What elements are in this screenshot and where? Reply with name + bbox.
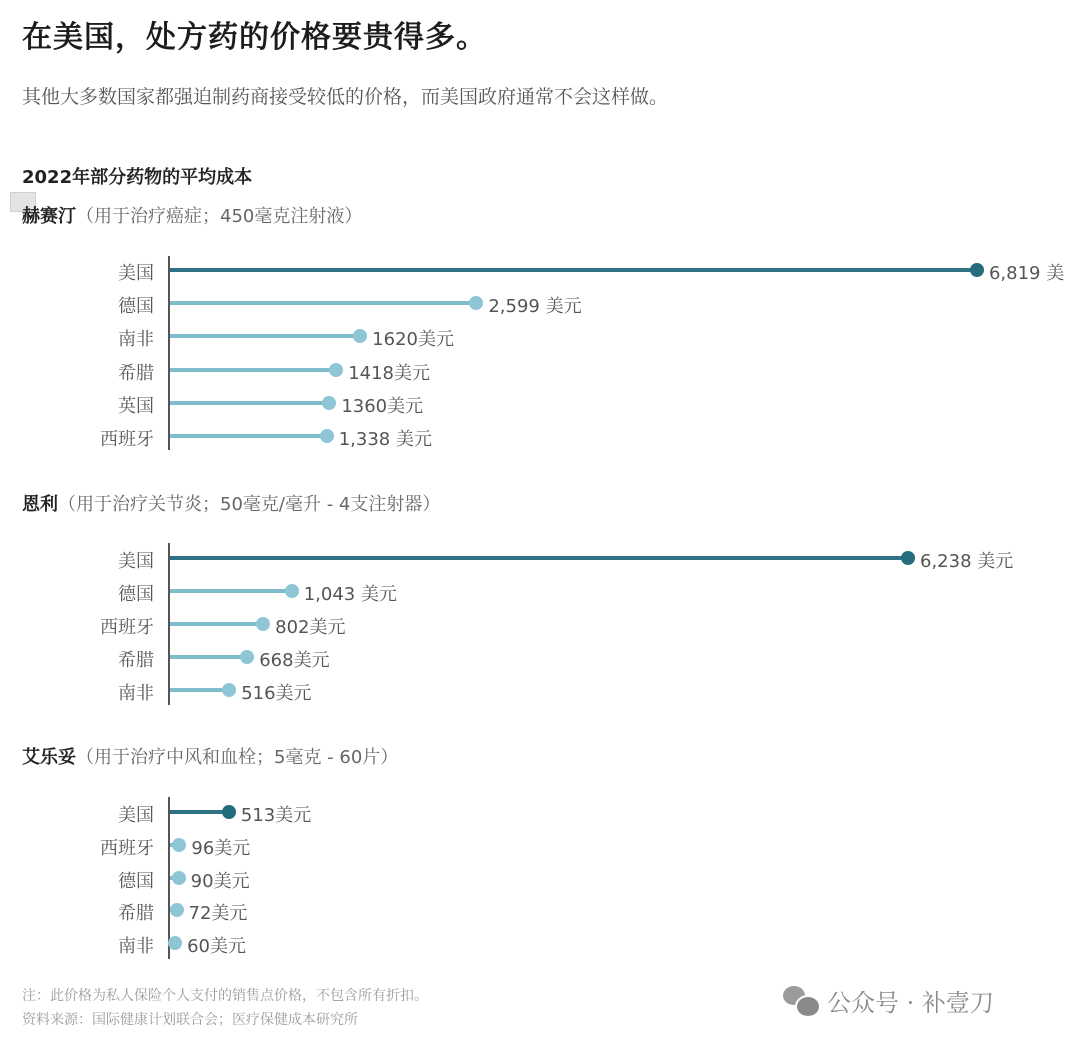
data-point-dot	[329, 363, 343, 377]
drug-desc: （用于治疗癌症；450毫克注射液）	[76, 206, 363, 227]
country-label: 德国	[118, 296, 154, 318]
chart-row	[0, 421, 1080, 451]
drug-name: 恩利	[22, 494, 58, 515]
footnote: 注：此价格为私人保险个人支付的销售点价格，不包含所有折扣。	[22, 988, 428, 1004]
bar	[170, 401, 329, 405]
drug-name: 赫赛汀	[22, 206, 76, 227]
country-label: 美国	[118, 551, 154, 572]
value-label: 1360美元	[341, 395, 424, 417]
country-label: 西班牙	[100, 429, 154, 450]
drug-heading-enbrel	[22, 490, 440, 516]
country-label: 英国	[118, 395, 154, 417]
watermark	[783, 983, 994, 1018]
value-label: 1,043 美元	[303, 584, 397, 605]
value-label: 2,599 美元	[488, 296, 582, 318]
value-label: 1418美元	[348, 362, 431, 384]
value-label: 1620美元	[372, 329, 454, 351]
value-label: 513美元	[240, 805, 312, 826]
country-label: 希腊	[118, 362, 154, 384]
chart-row	[0, 543, 1080, 573]
chart-row	[0, 255, 1080, 285]
value-label: 802美元	[275, 617, 346, 638]
data-point-dot	[353, 329, 367, 343]
country-label: 南非	[118, 936, 154, 958]
country-label: 西班牙	[100, 837, 154, 859]
drug-name: 艾乐妥	[22, 747, 76, 768]
bar	[170, 434, 327, 438]
bar	[170, 589, 292, 593]
page-subtitle: 其他大多数国家都强迫制药商接受较低的价格，而美国政府通常不会这样做。	[22, 86, 669, 108]
country-label: 西班牙	[100, 617, 154, 638]
bar	[170, 334, 360, 338]
bar	[170, 268, 977, 272]
country-label: 希腊	[118, 650, 154, 671]
data-point-dot	[172, 838, 186, 852]
drug-desc: （用于治疗关节炎；50毫克/毫升 - 4支注射器）	[58, 494, 441, 515]
value-label: 96美元	[191, 837, 251, 859]
chart-row	[0, 928, 1080, 958]
data-point-dot	[469, 296, 483, 310]
value-label: 72美元	[188, 903, 248, 925]
chart-row	[0, 863, 1080, 893]
country-label: 德国	[118, 870, 154, 892]
chart-row	[0, 576, 1080, 606]
chart-row	[0, 355, 1080, 385]
wechat-icon	[783, 986, 819, 1016]
country-label: 南非	[118, 329, 154, 351]
bar	[170, 688, 229, 692]
value-label: 1,338 美元	[338, 429, 432, 450]
data-point-dot	[172, 871, 186, 885]
country-label: 美国	[118, 805, 154, 826]
data-point-dot	[285, 584, 299, 598]
value-label: 60美元	[187, 936, 247, 958]
data-point-dot	[256, 617, 270, 631]
data-point-dot	[168, 936, 182, 950]
chart-row	[0, 388, 1080, 418]
bar	[170, 622, 263, 626]
data-point-dot	[222, 805, 236, 819]
source-note: 资料来源：国际健康计划联合会；医疗保健成本研究所	[22, 1012, 358, 1028]
value-label: 90美元	[190, 870, 250, 892]
bar	[170, 655, 247, 659]
country-label: 希腊	[118, 903, 154, 925]
bar	[170, 301, 476, 305]
chart-row	[0, 321, 1080, 351]
chart-row	[0, 288, 1080, 318]
bar	[170, 810, 229, 814]
data-point-dot	[222, 683, 236, 697]
data-point-dot	[320, 429, 334, 443]
value-label: 6,238 美元	[920, 551, 1014, 572]
country-label: 德国	[118, 584, 154, 605]
chart-heading: 2022年部分药物的平均成本	[22, 167, 253, 188]
data-point-dot	[322, 396, 336, 410]
data-point-dot	[901, 551, 915, 565]
chart-row	[0, 609, 1080, 639]
drug-heading-eliquis	[22, 743, 398, 769]
drug-desc: （用于治疗中风和血栓；5毫克 - 60片）	[76, 747, 399, 768]
chart-row	[0, 895, 1080, 925]
drug-heading-herceptin	[22, 202, 362, 228]
data-point-dot	[240, 650, 254, 664]
chart-row	[0, 797, 1080, 827]
country-label: 南非	[118, 683, 154, 704]
page-title: 在美国，处方药的价格要贵得多。	[22, 20, 487, 55]
value-label: 668美元	[259, 650, 330, 671]
bar	[170, 556, 908, 560]
data-point-dot	[970, 263, 984, 277]
bar	[170, 368, 336, 372]
value-label: 516美元	[241, 683, 312, 704]
country-label: 美国	[118, 263, 154, 284]
chart-row	[0, 675, 1080, 705]
chart-row	[0, 642, 1080, 672]
chart-row	[0, 830, 1080, 860]
data-point-dot	[170, 903, 184, 917]
watermark-text: 公众号 · 补壹刀	[827, 989, 994, 1017]
value-label: 6,819 美	[988, 263, 1065, 284]
